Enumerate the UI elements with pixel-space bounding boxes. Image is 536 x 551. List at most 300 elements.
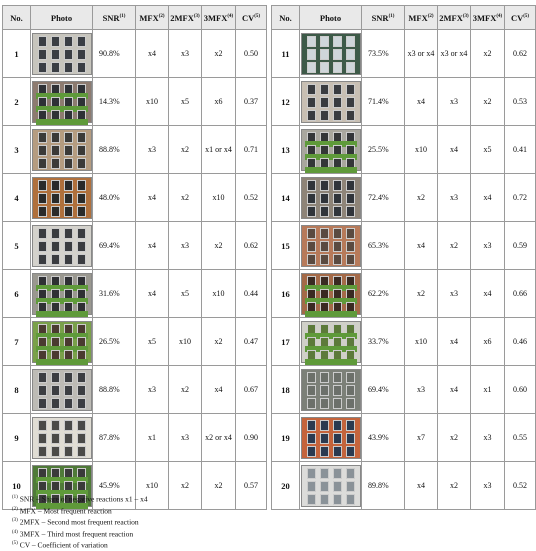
window-shape: [320, 62, 329, 73]
table-row: [272, 222, 536, 270]
window-shape: [77, 206, 86, 217]
cv-value: 0.53: [505, 78, 536, 126]
window-shape: [64, 49, 73, 60]
footnote-3mfx: $^{(4)}$ 3MFX – Third most frequent reaction: [12, 529, 134, 538]
2mfx-value: x2: [438, 414, 471, 462]
2mfx-value: x2: [169, 366, 202, 414]
facade-photo: [32, 321, 92, 363]
window-shape: [64, 398, 73, 409]
window-shape: [307, 228, 316, 239]
table-row: [272, 30, 536, 78]
window-shape: [38, 420, 47, 431]
col-header-2mfx: 2MFX$^{(3)}$: [438, 6, 471, 30]
facade-photo: [301, 369, 361, 411]
mfx-value: x4: [405, 462, 438, 510]
window-shape: [38, 36, 47, 47]
window-shape: [64, 36, 73, 47]
3mfx-value: x5: [471, 126, 505, 174]
facade-photo-cell: [31, 174, 93, 222]
cv-value: 0.90: [236, 414, 267, 462]
2mfx-value: x3: [438, 174, 471, 222]
facade-photo-cell: [300, 270, 362, 318]
facade-photo: [301, 321, 361, 363]
row-number: 13: [272, 126, 300, 174]
window-shape: [77, 132, 86, 143]
snr-value: 69.4%: [362, 366, 405, 414]
table-row: [3, 78, 267, 126]
2mfx-value: x5: [169, 270, 202, 318]
window-shape: [64, 446, 73, 457]
facade-photo-cell: [300, 462, 362, 510]
snr-value: 90.8%: [93, 30, 136, 78]
window-shape: [320, 228, 329, 239]
table-row: [272, 126, 536, 174]
facade-photo-cell: [31, 318, 93, 366]
snr-value: 89.8%: [362, 462, 405, 510]
window-shape: [38, 180, 47, 191]
cv-value: 0.71: [236, 126, 267, 174]
window-shape: [64, 241, 73, 252]
window-shape: [307, 84, 316, 95]
col-header-cv: CV$^{(5)}$: [236, 6, 267, 30]
table-row: [3, 318, 267, 366]
col-header-cv: CV$^{(5)}$: [505, 6, 536, 30]
row-number: 3: [3, 126, 31, 174]
window-shape: [38, 158, 47, 169]
facade-photo: [32, 369, 92, 411]
window-shape: [307, 420, 316, 431]
facade-photo-cell: [300, 78, 362, 126]
row-number: 10: [3, 462, 31, 510]
window-shape: [51, 36, 60, 47]
window-shape: [333, 372, 342, 383]
3mfx-value: x3: [471, 222, 505, 270]
3mfx-value: x3: [471, 414, 505, 462]
window-shape: [64, 433, 73, 444]
window-shape: [38, 398, 47, 409]
2mfx-value: x4: [438, 366, 471, 414]
table-row: [272, 462, 536, 510]
window-shape: [346, 398, 355, 409]
window-shape: [77, 145, 86, 156]
cv-value: 0.62: [236, 222, 267, 270]
row-number: 2: [3, 78, 31, 126]
table-row: [3, 414, 267, 462]
window-shape: [346, 110, 355, 121]
mfx-value: x4: [405, 78, 438, 126]
window-shape: [64, 180, 73, 191]
window-shape: [307, 385, 316, 396]
facade-photo-cell: [300, 174, 362, 222]
window-shape: [77, 398, 86, 409]
table-row: [3, 270, 267, 318]
facade-photo-cell: [31, 414, 93, 462]
window-shape: [51, 446, 60, 457]
mfx-value: x4: [405, 222, 438, 270]
3mfx-value: x2: [202, 462, 236, 510]
window-shape: [77, 158, 86, 169]
window-shape: [320, 433, 329, 444]
row-number: 6: [3, 270, 31, 318]
window-shape: [320, 241, 329, 252]
mfx-value: x7: [405, 414, 438, 462]
window-shape: [307, 36, 316, 47]
window-shape: [320, 494, 329, 505]
facade-photo: [32, 417, 92, 459]
snr-value: 69.4%: [93, 222, 136, 270]
table-row: [272, 78, 536, 126]
2mfx-value: x3 or x4: [438, 30, 471, 78]
table-row: [272, 270, 536, 318]
snr-value: 48.0%: [93, 174, 136, 222]
col-header-3mfx: 3MFX$^{(4)}$: [471, 6, 505, 30]
window-shape: [307, 241, 316, 252]
window-shape: [346, 62, 355, 73]
window-shape: [307, 433, 316, 444]
window-shape: [346, 433, 355, 444]
window-shape: [346, 241, 355, 252]
3mfx-value: x4: [202, 366, 236, 414]
window-shape: [333, 241, 342, 252]
mfx-value: x10: [136, 462, 169, 510]
window-shape: [346, 385, 355, 396]
cv-value: 0.59: [505, 222, 536, 270]
window-shape: [333, 398, 342, 409]
results-table-left: [2, 5, 267, 510]
facade-photo-cell: [31, 126, 93, 174]
row-number: 12: [272, 78, 300, 126]
window-shape: [346, 254, 355, 265]
facade-photo: [32, 81, 92, 123]
facade-photo-cell: [31, 30, 93, 78]
greenery-shape: [305, 311, 357, 317]
window-shape: [346, 84, 355, 95]
facade-photo: [32, 177, 92, 219]
row-number: 20: [272, 462, 300, 510]
col-header-mfx: MFX$^{(2)}$: [136, 6, 169, 30]
window-shape: [51, 254, 60, 265]
window-shape: [320, 36, 329, 47]
window-shape: [51, 398, 60, 409]
facade-photo: [301, 273, 361, 315]
mfx-value: x2: [405, 270, 438, 318]
window-shape: [77, 228, 86, 239]
row-number: 7: [3, 318, 31, 366]
snr-value: 72.4%: [362, 174, 405, 222]
window-shape: [51, 62, 60, 73]
3mfx-value: x3: [471, 462, 505, 510]
window-shape: [320, 372, 329, 383]
table-row: [3, 222, 267, 270]
col-header-snr: SNR$^{(1)}$: [362, 6, 405, 30]
facade-photo: [32, 33, 92, 75]
row-number: 15: [272, 222, 300, 270]
window-shape: [320, 180, 329, 191]
window-shape: [64, 385, 73, 396]
3mfx-value: x4: [471, 174, 505, 222]
window-shape: [51, 49, 60, 60]
window-shape: [346, 36, 355, 47]
window-shape: [51, 158, 60, 169]
window-shape: [64, 62, 73, 73]
footnote-cv: $^{(5)}$ CV – Coefficient of variation: [12, 540, 108, 550]
window-shape: [333, 193, 342, 204]
footnote-2mfx: $^{(3)}$ 2MFX – Second most frequent reaction: [12, 517, 139, 527]
window-shape: [77, 254, 86, 265]
cv-value: 0.66: [505, 270, 536, 318]
mfx-value: x3: [136, 126, 169, 174]
mfx-value: x2: [405, 174, 438, 222]
window-shape: [333, 468, 342, 479]
window-shape: [307, 446, 316, 457]
table-row: [272, 174, 536, 222]
2mfx-value: x10: [169, 318, 202, 366]
window-shape: [333, 110, 342, 121]
3mfx-value: x6: [202, 78, 236, 126]
window-shape: [346, 468, 355, 479]
window-shape: [38, 254, 47, 265]
window-shape: [38, 372, 47, 383]
window-shape: [64, 145, 73, 156]
facade-photo: [301, 465, 361, 507]
snr-value: 14.3%: [93, 78, 136, 126]
snr-value: 25.5%: [362, 126, 405, 174]
facade-photo-cell: [300, 414, 362, 462]
greenery-shape: [36, 359, 88, 365]
2mfx-value: x3: [169, 222, 202, 270]
window-shape: [77, 193, 86, 204]
3mfx-value: x2: [202, 30, 236, 78]
window-shape: [38, 132, 47, 143]
cv-value: 0.72: [505, 174, 536, 222]
mfx-value: x3: [405, 366, 438, 414]
2mfx-value: x5: [169, 78, 202, 126]
row-number: 9: [3, 414, 31, 462]
window-shape: [77, 36, 86, 47]
mfx-value: x4: [136, 30, 169, 78]
2mfx-value: x3: [438, 270, 471, 318]
cv-value: 0.62: [505, 30, 536, 78]
window-shape: [333, 228, 342, 239]
3mfx-value: x1: [471, 366, 505, 414]
window-shape: [320, 385, 329, 396]
mfx-value: x1: [136, 414, 169, 462]
facade-photo-cell: [31, 78, 93, 126]
window-shape: [77, 62, 86, 73]
window-shape: [307, 468, 316, 479]
3mfx-value: x6: [471, 318, 505, 366]
window-shape: [51, 145, 60, 156]
window-shape: [333, 206, 342, 217]
row-number: 17: [272, 318, 300, 366]
window-shape: [307, 193, 316, 204]
window-shape: [333, 84, 342, 95]
cv-value: 0.50: [236, 30, 267, 78]
window-shape: [346, 97, 355, 108]
window-shape: [77, 446, 86, 457]
row-number: 16: [272, 270, 300, 318]
cv-value: 0.55: [505, 414, 536, 462]
table-row: [272, 414, 536, 462]
col-header-photo: Photo: [300, 6, 362, 30]
cv-value: 0.37: [236, 78, 267, 126]
snr-value: 87.8%: [93, 414, 136, 462]
window-shape: [320, 97, 329, 108]
greenery-shape: [305, 359, 357, 365]
window-shape: [346, 49, 355, 60]
snr-value: 88.8%: [93, 366, 136, 414]
col-header-3mfx: 3MFX$^{(4)}$: [202, 6, 236, 30]
window-shape: [307, 481, 316, 492]
mfx-value: x4: [136, 270, 169, 318]
facade-photo: [301, 225, 361, 267]
cv-value: 0.57: [236, 462, 267, 510]
facade-photo: [301, 129, 361, 171]
2mfx-value: x3: [169, 414, 202, 462]
window-shape: [320, 481, 329, 492]
snr-value: 45.9%: [93, 462, 136, 510]
facade-photo-cell: [31, 222, 93, 270]
facade-photo-cell: [300, 222, 362, 270]
mfx-value: x10: [136, 78, 169, 126]
3mfx-value: x2: [471, 78, 505, 126]
row-number: 19: [272, 414, 300, 462]
window-shape: [64, 193, 73, 204]
table-row: [3, 126, 267, 174]
window-shape: [333, 446, 342, 457]
window-shape: [51, 241, 60, 252]
window-shape: [51, 180, 60, 191]
row-number: 1: [3, 30, 31, 78]
window-shape: [320, 420, 329, 431]
footnote-mfx: $^{(2)}$ MFX – Most frequent reaction: [12, 506, 112, 515]
window-shape: [346, 494, 355, 505]
window-shape: [51, 385, 60, 396]
window-shape: [307, 254, 316, 265]
table-body-right: [272, 30, 536, 510]
snr-value: 43.9%: [362, 414, 405, 462]
table-header-row: [272, 6, 536, 30]
window-shape: [38, 206, 47, 217]
window-shape: [320, 193, 329, 204]
col-header-2mfx: 2MFX$^{(3)}$: [169, 6, 202, 30]
window-shape: [38, 385, 47, 396]
facade-photo: [301, 81, 361, 123]
window-shape: [320, 84, 329, 95]
snr-value: 65.3%: [362, 222, 405, 270]
greenery-shape: [305, 167, 357, 173]
window-shape: [333, 254, 342, 265]
row-number: 11: [272, 30, 300, 78]
mfx-value: x10: [405, 126, 438, 174]
cv-value: 0.52: [505, 462, 536, 510]
mfx-value: x3 or x4: [405, 30, 438, 78]
cv-value: 0.47: [236, 318, 267, 366]
window-shape: [346, 228, 355, 239]
facade-photo: [32, 273, 92, 315]
window-shape: [320, 49, 329, 60]
window-shape: [307, 62, 316, 73]
mfx-value: x4: [136, 222, 169, 270]
table-row: [272, 366, 536, 414]
window-shape: [320, 468, 329, 479]
window-shape: [320, 110, 329, 121]
window-shape: [38, 62, 47, 73]
window-shape: [307, 206, 316, 217]
facade-photo: [32, 225, 92, 267]
window-shape: [51, 228, 60, 239]
window-shape: [307, 97, 316, 108]
window-shape: [64, 254, 73, 265]
facade-photo: [301, 177, 361, 219]
window-shape: [77, 372, 86, 383]
facade-photo: [301, 417, 361, 459]
window-shape: [333, 481, 342, 492]
table-header-row: [3, 6, 267, 30]
window-shape: [333, 180, 342, 191]
footnote-snr: $^{(1)}$ SNR – Share of negative reactions x1 – x4: [12, 494, 148, 504]
window-shape: [307, 180, 316, 191]
window-shape: [51, 132, 60, 143]
window-shape: [320, 206, 329, 217]
col-header-snr: SNR$^{(1)}$: [93, 6, 136, 30]
window-shape: [307, 110, 316, 121]
2mfx-value: x2: [169, 462, 202, 510]
col-header-no: No.: [3, 6, 31, 30]
window-shape: [307, 494, 316, 505]
window-shape: [38, 446, 47, 457]
window-shape: [38, 241, 47, 252]
window-shape: [38, 228, 47, 239]
window-shape: [64, 206, 73, 217]
mfx-value: x10: [405, 318, 438, 366]
window-shape: [333, 420, 342, 431]
facade-photo-cell: [300, 30, 362, 78]
2mfx-value: x3: [438, 78, 471, 126]
2mfx-value: x2: [438, 222, 471, 270]
facade-photo-cell: [300, 126, 362, 174]
window-shape: [346, 372, 355, 383]
window-shape: [77, 241, 86, 252]
window-shape: [320, 446, 329, 457]
cv-value: 0.41: [505, 126, 536, 174]
window-shape: [51, 193, 60, 204]
greenery-shape: [36, 119, 88, 125]
table-row: [3, 30, 267, 78]
cv-value: 0.60: [505, 366, 536, 414]
snr-value: 88.8%: [93, 126, 136, 174]
snr-value: 62.2%: [362, 270, 405, 318]
window-shape: [64, 132, 73, 143]
facade-photo-cell: [300, 318, 362, 366]
window-shape: [77, 433, 86, 444]
mfx-value: x3: [136, 366, 169, 414]
table-row: [272, 318, 536, 366]
cv-value: 0.46: [505, 318, 536, 366]
cv-value: 0.52: [236, 174, 267, 222]
col-header-mfx: MFX$^{(2)}$: [405, 6, 438, 30]
cv-value: 0.44: [236, 270, 267, 318]
window-shape: [51, 206, 60, 217]
results-table-right: [271, 5, 536, 510]
window-shape: [38, 433, 47, 444]
window-shape: [346, 180, 355, 191]
2mfx-value: x3: [169, 30, 202, 78]
snr-value: 26.5%: [93, 318, 136, 366]
window-shape: [77, 420, 86, 431]
window-shape: [38, 49, 47, 60]
cv-value: 0.67: [236, 366, 267, 414]
